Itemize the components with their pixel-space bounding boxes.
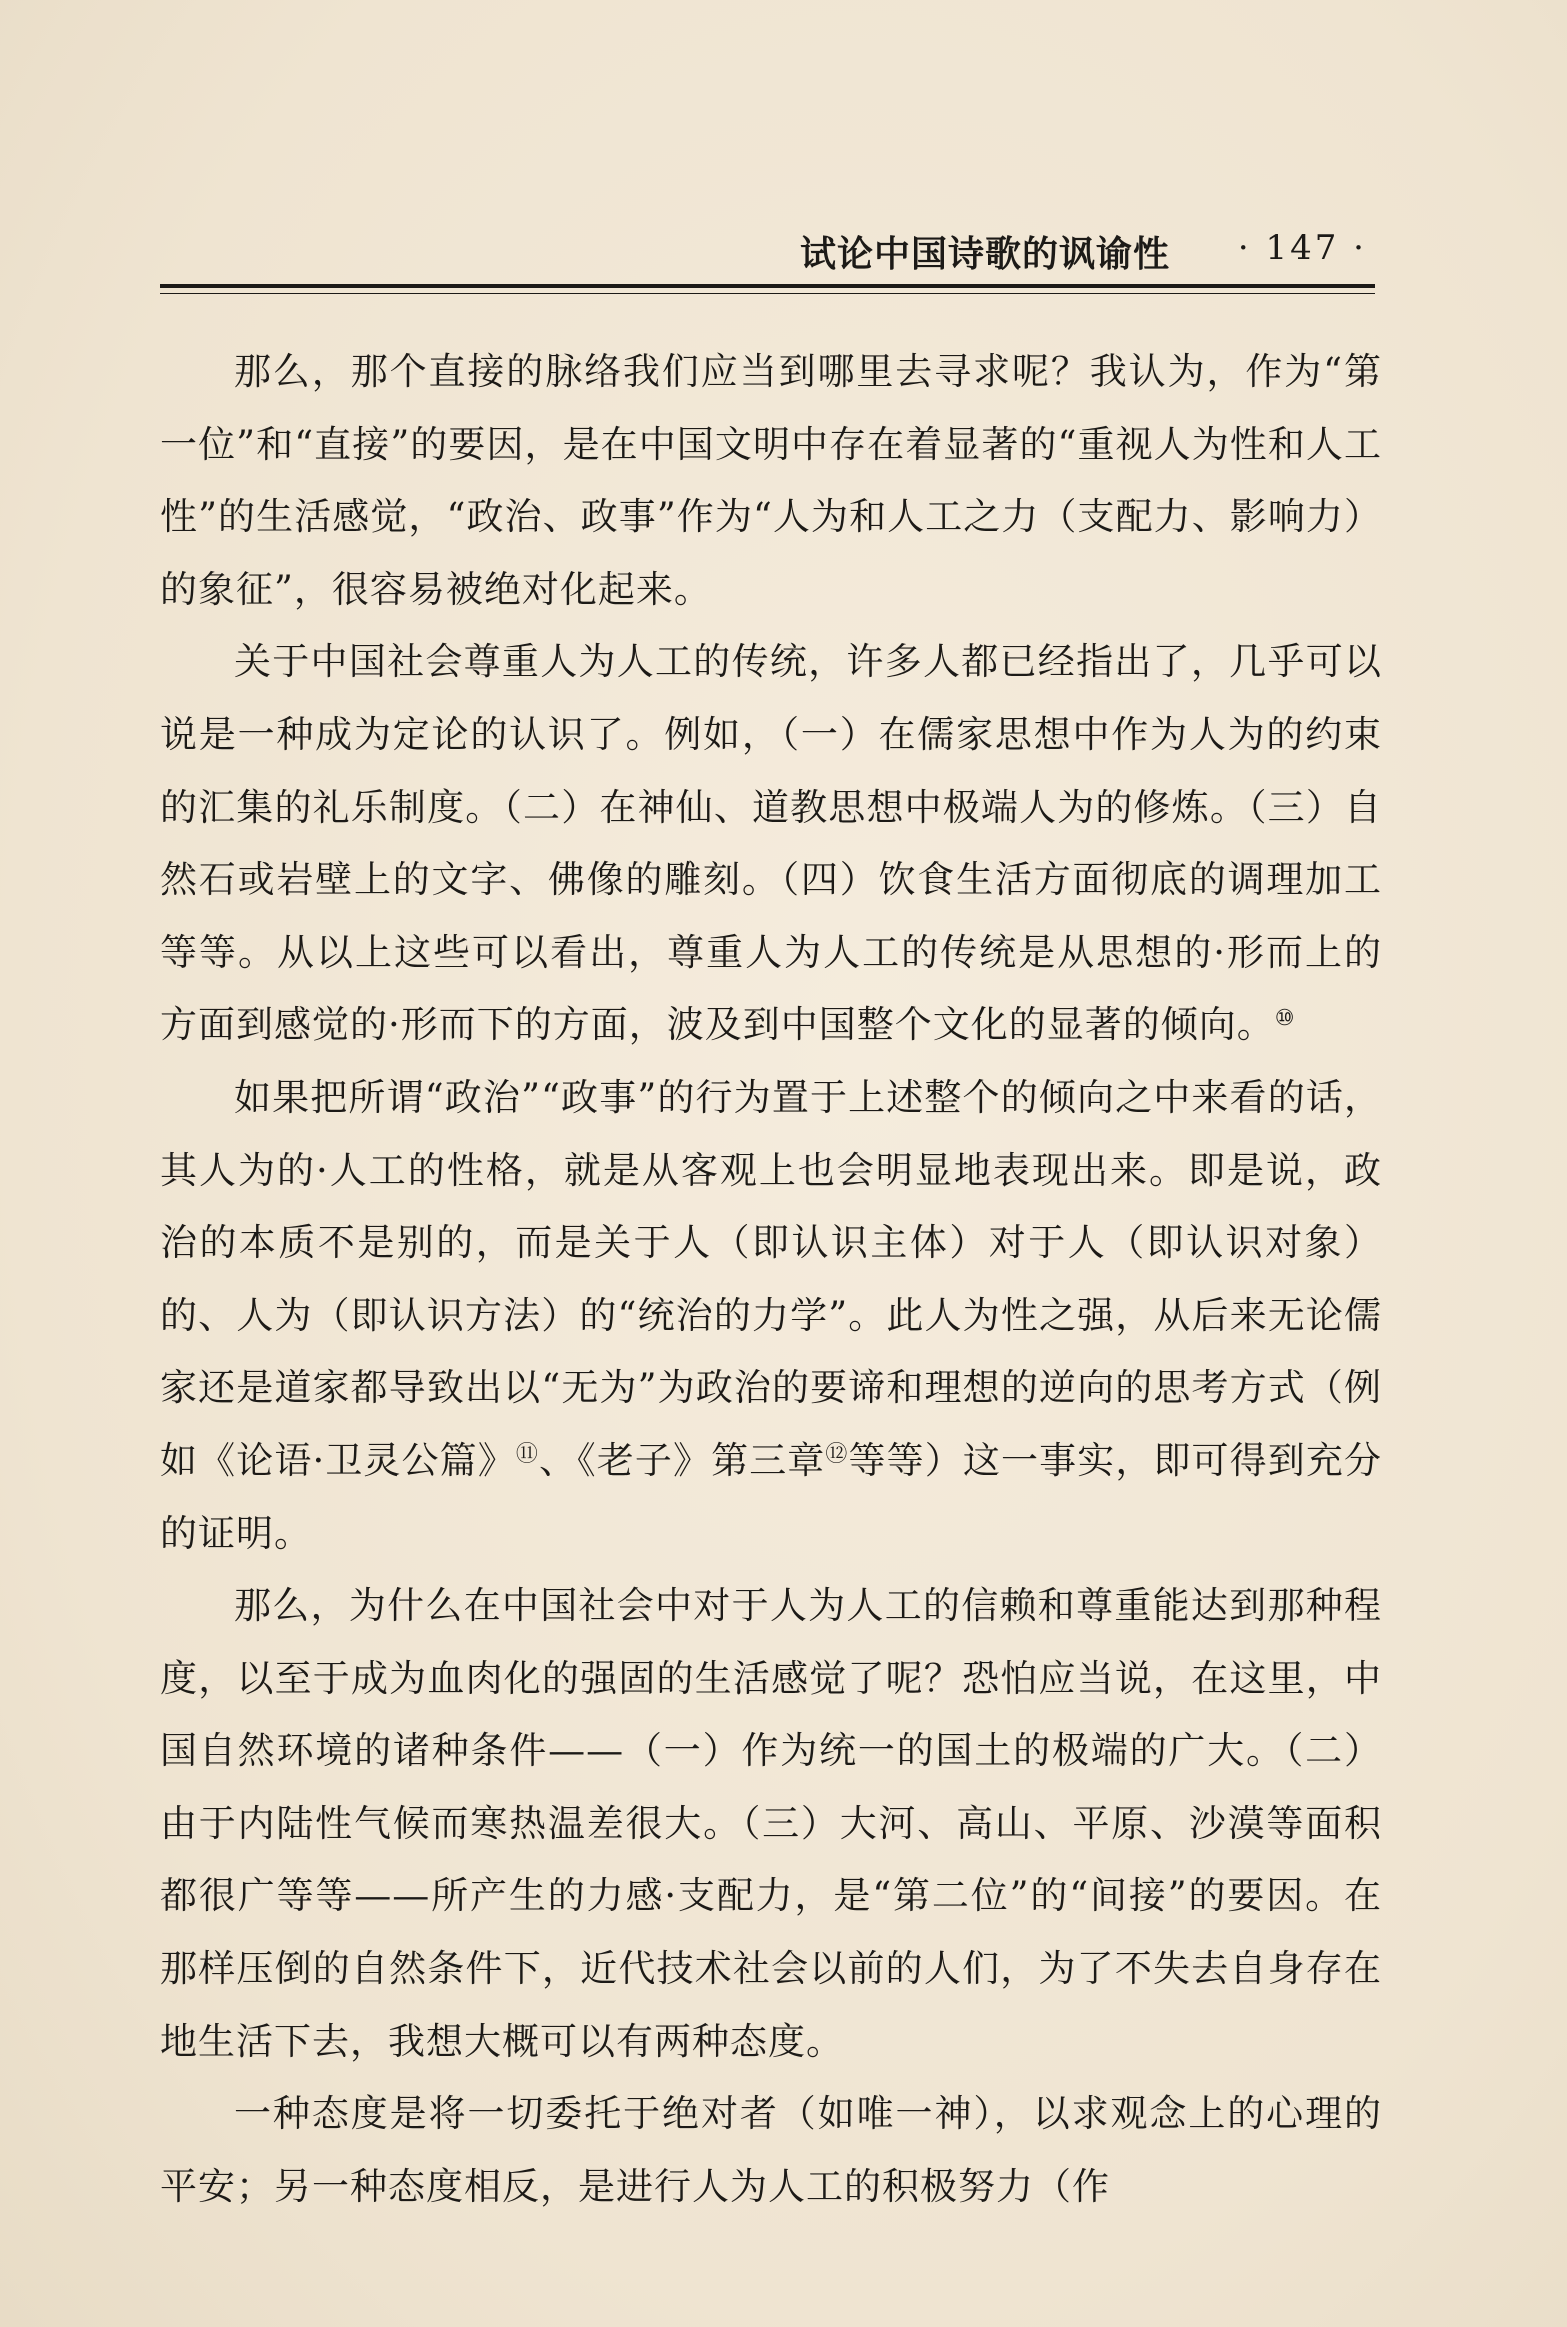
page-number: · 147 · [1237,228,1367,268]
paragraph-2 [160,626,1382,1062]
paragraph-4 [160,1570,1382,2078]
page-header [160,222,1375,282]
paragraph-5-text: 一种态度是将一切委托于绝对者（如唯一神），以求观念上的心理的平安；另一种态度相反，是进行人为人工的积极努力（作 [160,2092,1382,2208]
paragraph-2-text: 关于中国社会尊重人为人工的传统，许多人都已经指出了，几乎可以说是一种成为定论的认识了。例如，（一）在儒家思想中作为人为的约束的汇集的礼乐制度。（二）在神仙、道教思想中极端人为的修炼。（三）自然石或岩壁上的文字、佛像的雕刻。（四）饮食生活方面彻底的调理加工等等。从以上这些可以看出，尊重人为人工的传统是从思想的·形而上的方面到感觉的·形而下的方面，波及到中国整个文化的显著的倾向。 [160,640,1382,1047]
footnote-ref-11: ⑪ [515,1441,540,1467]
paragraph-4-text: 那么，为什么在中国社会中对于人为人工的信赖和尊重能达到那种程度，以至于成为血肉化的强固的生活感觉了呢？恐怕应当说，在这里，中国自然环境的诸种条件——（一）作为统一的国土的极端的广大。（二）由于内陆性气候而寒热温差很大。（三）大河、高山、平原、沙漠等面积都很广等等——所产生的力感·支配力，是“第二位”的“间接”的要因。在那样压倒的自然条件下，近代技术社会以前的人们，为了不失去自身存在地生活下去，我想大概可以有两种态度。 [160,1584,1382,2063]
paragraph-3-text-a: 如果把所谓“政治”“政事”的行为置于上述整个的倾向之中来看的话，其人为的·人工的性格，就是从客观上也会明显地表现出来。即是说，政治的本质不是别的，而是关于人（即认识主体）对于人（即认识对象）的、人为（即认识方法）的“统治的力学”。此人为性之强，从后来无论儒家还是道家都导致出以“无为”为政治的要谛和理想的逆向的思考方式（例如《论语·卫灵公篇》 [160,1075,1382,1482]
paragraph-3-text-c: 等等）这一事实，即可得到充分的证明。 [160,1438,1383,1555]
header-rule-thin [160,293,1375,294]
paragraph-3 [160,1062,1382,1570]
paragraph-1 [160,336,1382,626]
running-title: 试论中国诗歌的讽谕性 [799,234,1170,275]
body-text [160,336,1382,2223]
footnote-ref-10: ⑩ [1274,1006,1296,1032]
paragraph-3-text-b: 、《老子》第三章 [539,1438,826,1482]
header-rule-thick [160,284,1375,288]
paragraph-1-text: 那么，那个直接的脉络我们应当到哪里去寻求呢？我认为，作为“第一位”和“直接”的要因，是在中国文明中存在着显著的“重视人为性和人工性”的生活感觉，“政治、政事”作为“人为和人工之力（支配力、影响力）的象征”，很容易被绝对化起来。 [160,350,1382,611]
paragraph-5 [160,2078,1382,2223]
footnote-ref-12: ⑫ [825,1441,849,1467]
